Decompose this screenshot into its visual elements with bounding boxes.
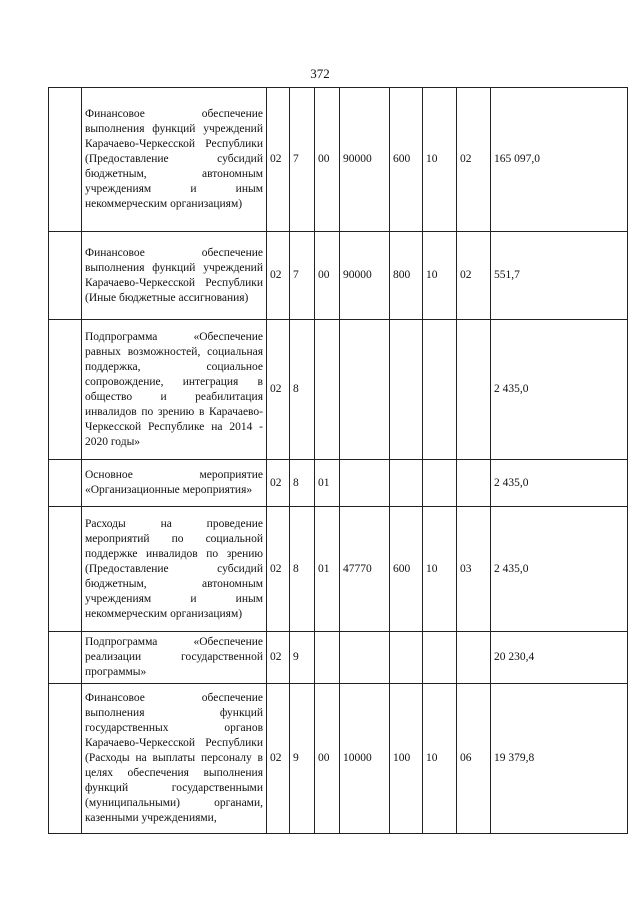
row-number-cell [49,632,82,684]
item-name-cell: Подпрограмма «Обеспечение равных возможностей, социальная поддержка, социальное сопровождение, интеграция в общество и реабилитация инвалидов по зрению в Карачаево-Черкесской Республике на 2014 - 2020 годы» [82,320,267,460]
row-number-cell [49,507,82,632]
table-row [49,460,628,507]
code-cell-c2: 7 [290,88,315,232]
code-cell-c2: 9 [290,632,315,684]
item-name-cell: Основное мероприятие «Организационные мероприятия» [82,460,267,507]
code-cell-c3: 00 [315,88,340,232]
item-name-cell: Финансовое обеспечение выполнения функций учреждений Карачаево-Черкесской Республики (Предоставление субсидий бюджетным, автономным учреждениям и иным некоммерческим организациям) [82,88,267,232]
code-cell-c4 [340,320,390,460]
code-cell-c1: 02 [267,684,290,834]
code-cell-c6: 10 [423,507,457,632]
row-number-cell [49,232,82,320]
code-cell-c4: 47770 [340,507,390,632]
code-cell-c4 [340,460,390,507]
code-cell-c7 [457,632,491,684]
code-cell-c2: 9 [290,684,315,834]
code-cell-c4: 90000 [340,88,390,232]
code-cell-c7: 06 [457,684,491,834]
code-cell-c6 [423,632,457,684]
amount-cell: 165 097,0 [491,88,628,232]
code-cell-c5: 100 [390,684,423,834]
code-cell-c3 [315,632,340,684]
code-cell-c2: 8 [290,460,315,507]
code-cell-c7: 02 [457,232,491,320]
code-cell-c1: 02 [267,460,290,507]
code-cell-c3: 01 [315,460,340,507]
code-cell-c3 [315,320,340,460]
table-row [49,684,628,834]
code-cell-c1: 02 [267,232,290,320]
row-number-cell [49,684,82,834]
table-row [49,632,628,684]
code-cell-c2: 8 [290,320,315,460]
code-cell-c2: 8 [290,507,315,632]
amount-cell: 20 230,4 [491,632,628,684]
amount-cell: 19 379,8 [491,684,628,834]
code-cell-c6: 10 [423,232,457,320]
amount-cell: 2 435,0 [491,460,628,507]
row-number-cell [49,320,82,460]
code-cell-c4: 90000 [340,232,390,320]
row-number-cell [49,460,82,507]
item-name-cell: Финансовое обеспечение выполнения функций учреждений Карачаево-Черкесской Республики (Иные бюджетные ассигнования) [82,232,267,320]
code-cell-c3: 00 [315,684,340,834]
table-row [49,320,628,460]
code-cell-c5 [390,320,423,460]
item-name-cell: Финансовое обеспечение выполнения функций государственных органов Карачаево-Черкесской Республики (Расходы на выплаты персоналу в целях обеспечения выполнения функций государственными (муниципальными) органами, казенными учреждениями, [82,684,267,834]
code-cell-c1: 02 [267,507,290,632]
budget-table [48,87,628,834]
table-row [49,88,628,232]
code-cell-c3: 00 [315,232,340,320]
item-name-cell: Расходы на проведение мероприятий по социальной поддержке инвалидов по зрению (Предоставление субсидий бюджетным, автономным учреждениям и иным некоммерческим организациям) [82,507,267,632]
code-cell-c7: 03 [457,507,491,632]
row-number-cell [49,88,82,232]
table-row [49,232,628,320]
code-cell-c6: 10 [423,684,457,834]
code-cell-c4: 10000 [340,684,390,834]
amount-cell: 2 435,0 [491,320,628,460]
code-cell-c5 [390,460,423,507]
code-cell-c5: 600 [390,507,423,632]
code-cell-c1: 02 [267,320,290,460]
code-cell-c5: 800 [390,232,423,320]
amount-cell: 2 435,0 [491,507,628,632]
page-number: 372 [310,66,330,81]
code-cell-c1: 02 [267,632,290,684]
item-name-cell: Подпрограмма «Обеспечение реализации государственной программы» [82,632,267,684]
code-cell-c4 [340,632,390,684]
code-cell-c2: 7 [290,232,315,320]
code-cell-c7: 02 [457,88,491,232]
code-cell-c7 [457,320,491,460]
table-row [49,507,628,632]
code-cell-c5 [390,632,423,684]
code-cell-c6 [423,460,457,507]
amount-cell: 551,7 [491,232,628,320]
code-cell-c1: 02 [267,88,290,232]
code-cell-c6 [423,320,457,460]
code-cell-c7 [457,460,491,507]
code-cell-c5: 600 [390,88,423,232]
code-cell-c3: 01 [315,507,340,632]
code-cell-c6: 10 [423,88,457,232]
